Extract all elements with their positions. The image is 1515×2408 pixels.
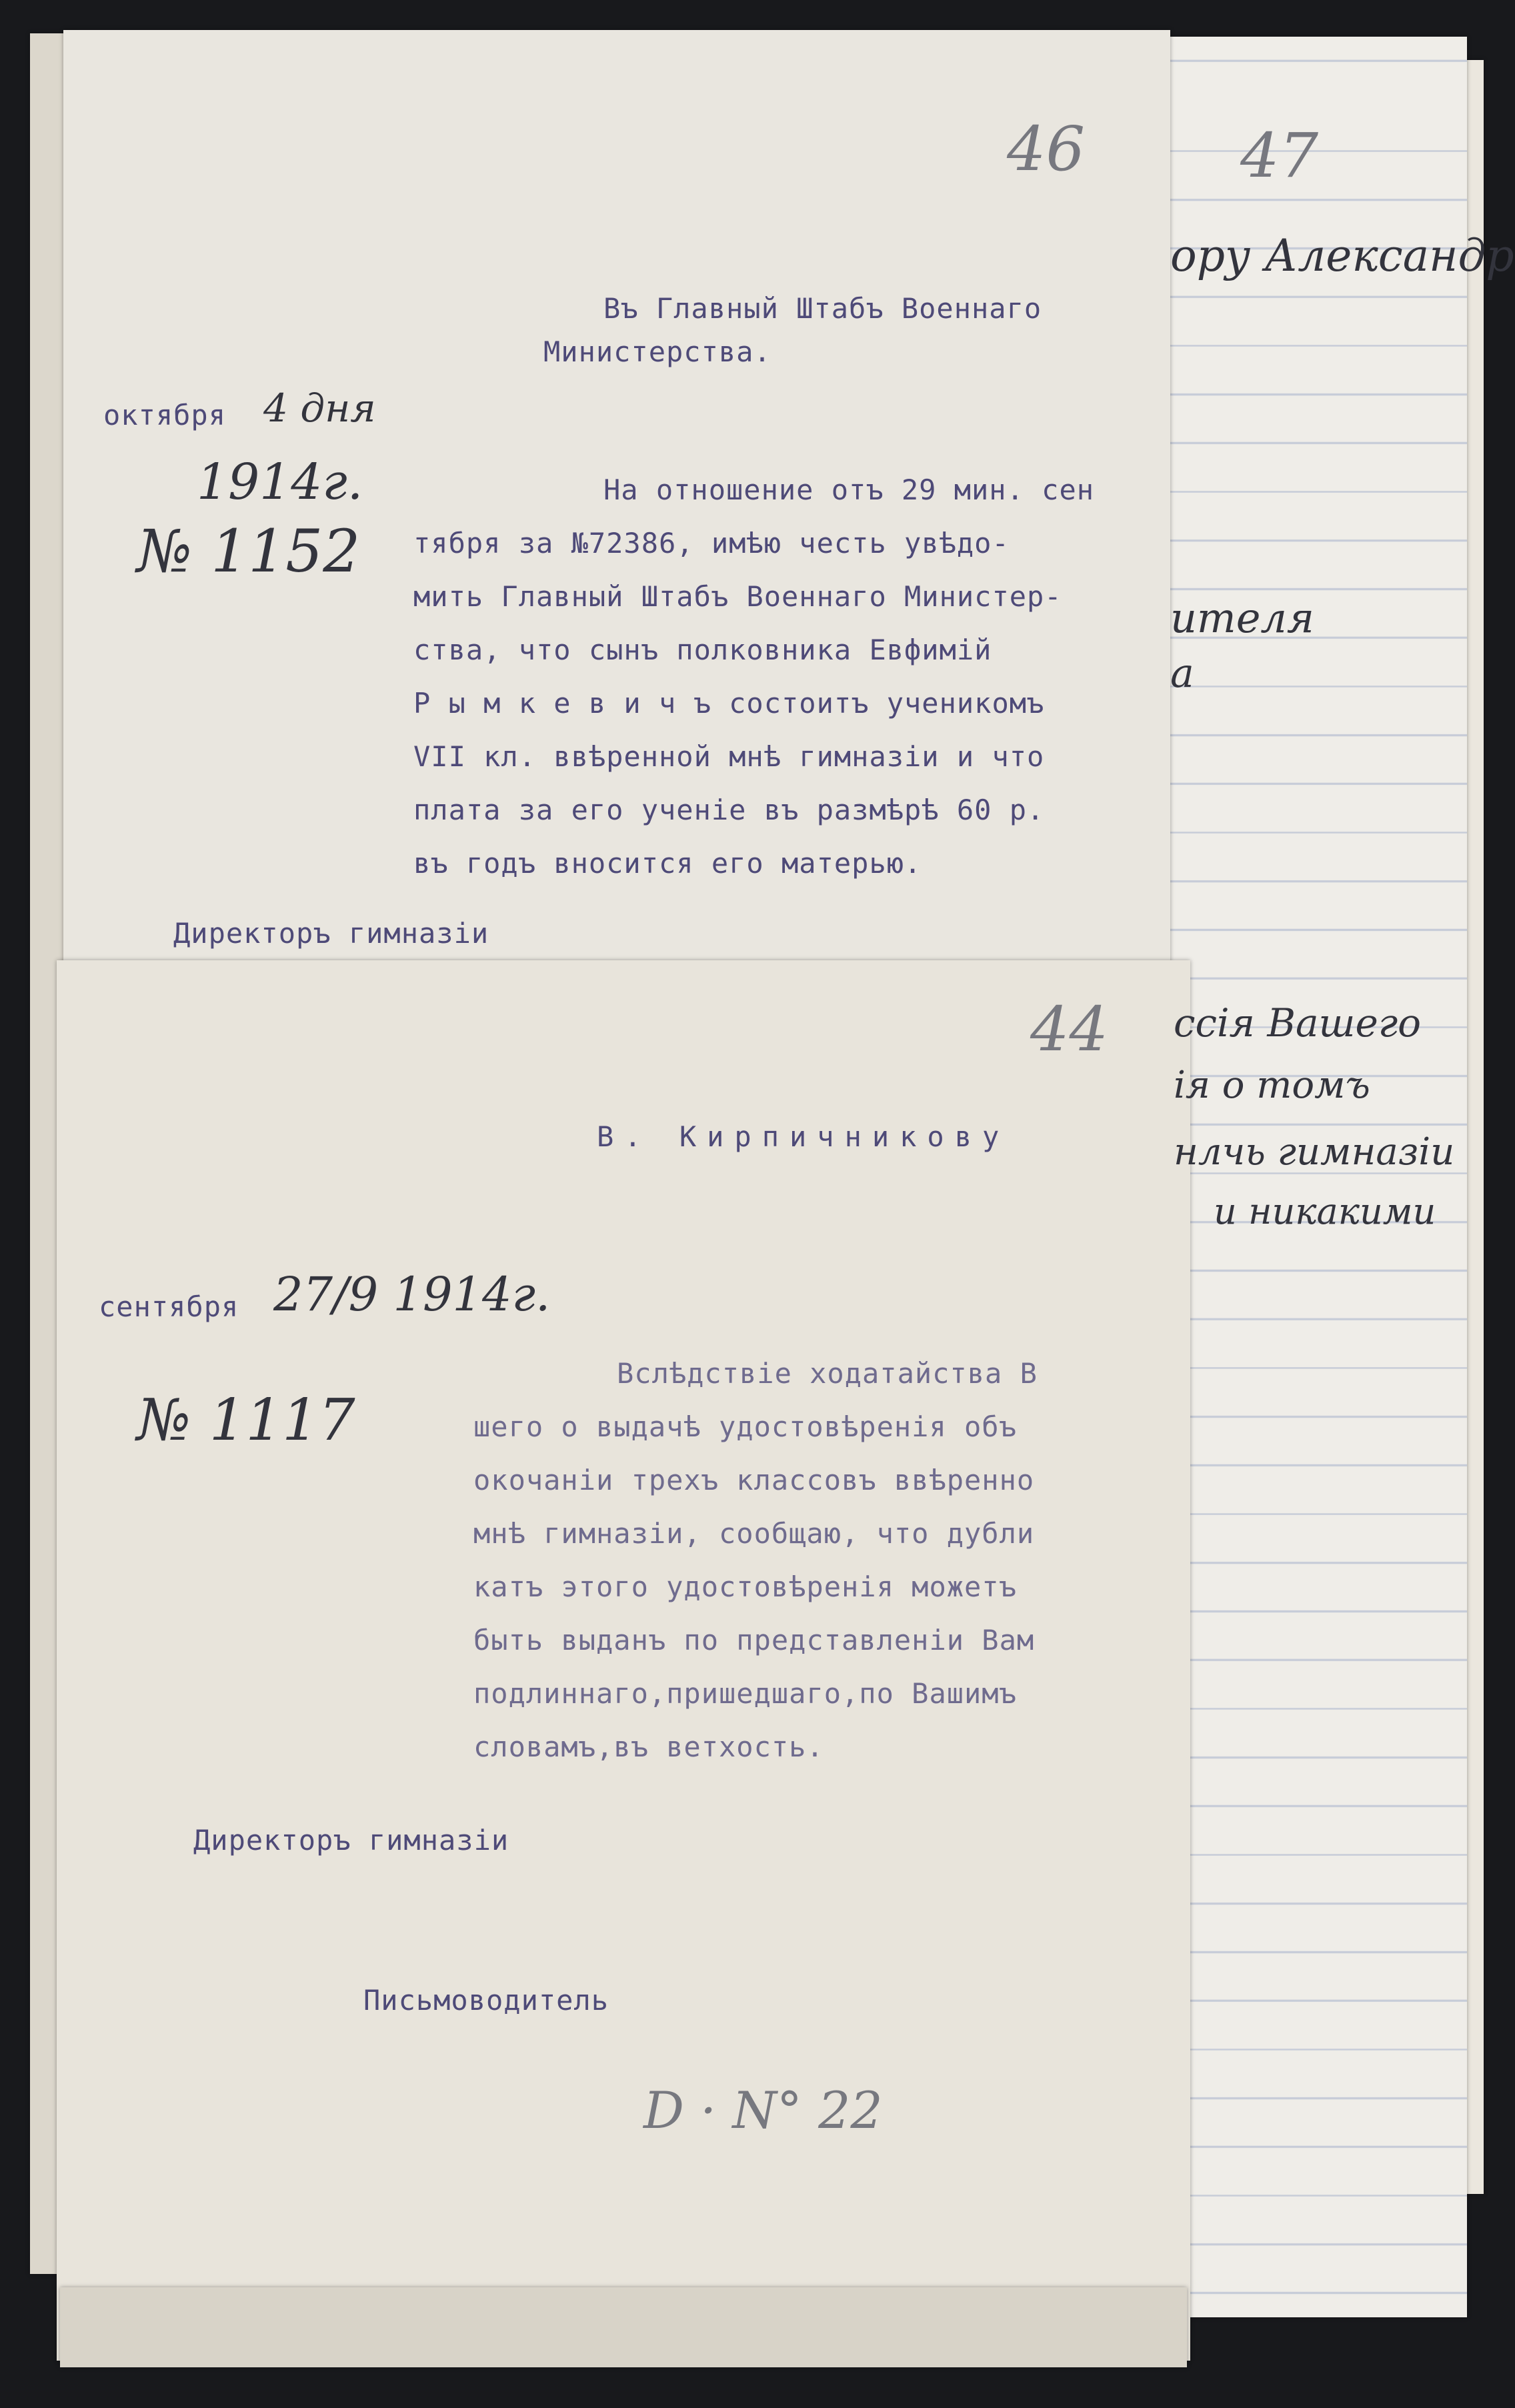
upper-body-line: VII кл. ввѣренной мнѣ гимназіи и что [413,740,1045,773]
upper-outgoing-number: № 1152 [137,517,361,585]
folio-number-upper: 46 [1007,113,1086,185]
upper-addressee-line1: Въ Главный Штабъ Военнаго [603,292,1042,325]
lower-letter-sheet [57,960,1190,2361]
upper-year: 1914г. [197,453,363,511]
folio-number-ruled: 47 [1240,120,1319,191]
upper-date-day: 4 дня [263,385,376,431]
stack-bottom-edge [60,2287,1187,2367]
upper-body-line: Р ы м к е в и ч ъ состоитъ ученикомъ [413,687,1045,720]
upper-addressee-line2: Министерства. [543,335,772,368]
ruled-fragment-2: ителя [1170,593,1314,642]
ruled-fragment-5: ія о томъ [1174,1064,1370,1107]
lower-date-hand: 27/9 1914г. [273,1267,551,1322]
ruled-fragment-7: и никакими [1214,1190,1436,1232]
ruled-fragment-3: а [1170,650,1194,697]
upper-body-line: На отношение отъ 29 мин. сен [603,473,1095,506]
ruled-fragment-6: нлчь гимназіи [1174,1130,1455,1174]
upper-body-line: плата за его ученіе въ размѣрѣ 60 р. [413,794,1045,826]
lower-body-line: словамъ,въ ветхость. [473,1730,824,1763]
lower-body-line: катъ этого удостовѣренія можетъ [473,1570,1017,1603]
upper-body-line: тября за №72386, имѣю честь увѣдо- [413,527,1010,559]
lower-body-line: подлиннаго,пришедшаго,по Вашимъ [473,1677,1017,1710]
lower-body-line: мнѣ гимназіи, сообщаю, что дубли [473,1517,1035,1550]
upper-signature: Директоръ гимназіи [173,917,489,950]
ruled-fragment-4: ссія Вашего [1174,1000,1422,1046]
lower-body-line: Вслѣдствіе ходатайства В [617,1357,1038,1390]
lower-body-line: шего о выдачѣ удостовѣренія объ [473,1410,1017,1443]
lower-body-line: быть выданъ по представленіи Вам [473,1624,1035,1656]
lower-signature: Директоръ гимназіи [193,1824,509,1857]
folio-number-lower: 44 [1030,994,1109,1065]
lower-body-line: окочаніи трехъ классовъ ввѣренно [473,1464,1035,1496]
upper-date-month: октября [103,399,227,431]
lower-outgoing-number: № 1117 [137,1387,355,1454]
archive-file-mark: D · N° 22 [643,2081,883,2140]
upper-body-line: мить Главный Штабъ Военнаго Министер- [413,580,1062,613]
lower-addressee: В. Кирпичникову [597,1120,1010,1153]
lower-date-month: сентября [99,1290,239,1323]
upper-body-line: ства, что сынъ полковника Евфимій [413,634,992,666]
upper-body-line: въ годъ вносится его матерью. [413,847,922,880]
ruled-fragment-1: ору Александр [1170,230,1514,281]
lower-clerk: Письмоводитель [363,1984,609,2017]
